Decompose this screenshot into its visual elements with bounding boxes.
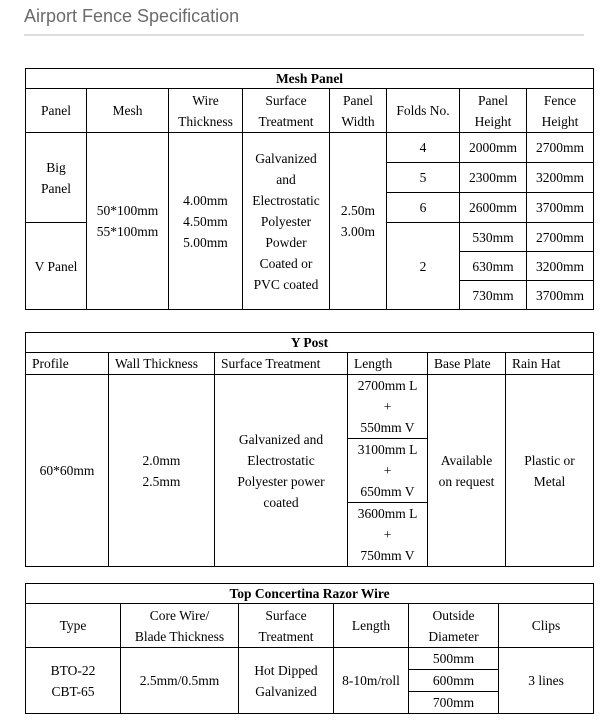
- header-clips: Clips: [499, 604, 594, 648]
- header-folds-no: Folds No.: [387, 89, 460, 133]
- fence-height-cell: 2700mm: [527, 223, 594, 252]
- fence-height-cell: 2700mm: [527, 133, 594, 163]
- header-surface-treatment: Surface Treatment: [215, 353, 348, 375]
- panel-width-cell: 2.50m 3.00m: [330, 133, 387, 310]
- mesh-panel-table: [25, 68, 594, 310]
- header-surface-treatment: Surface Treatment: [239, 604, 334, 648]
- header-surface-treatment: Surface Treatment: [243, 89, 330, 133]
- panel-height-cell: 530mm: [460, 223, 527, 252]
- length-cell: 3600mm L + 750mm V: [348, 503, 428, 567]
- big-panel-label: Big Panel: [26, 133, 87, 223]
- panel-height-cell: 2000mm: [460, 133, 527, 163]
- header-panel: Panel: [26, 89, 87, 133]
- type-cell: BTO-22 CBT-65: [26, 648, 121, 714]
- header-mesh: Mesh: [87, 89, 169, 133]
- folds-cell: 6: [387, 193, 460, 223]
- mesh-panel-title: Mesh Panel: [26, 69, 594, 89]
- header-base-plate: Base Plate: [428, 353, 506, 375]
- header-wall-thickness: Wall Thickness: [109, 353, 215, 375]
- length-cell: 2700mm L + 550mm V: [348, 375, 428, 439]
- diameter-cell: 600mm: [409, 670, 499, 692]
- base-plate-cell: Available on request: [428, 375, 506, 567]
- folds-cell: 5: [387, 163, 460, 193]
- header-length: Length: [348, 353, 428, 375]
- panel-height-cell: 2300mm: [460, 163, 527, 193]
- surface-treatment-cell: Hot Dipped Galvanized: [239, 648, 334, 714]
- v-panel-label: V Panel: [26, 223, 87, 310]
- mesh-size-cell: 50*100mm 55*100mm: [87, 133, 169, 310]
- panel-height-cell: 630mm: [460, 252, 527, 281]
- panel-height-cell: 2600mm: [460, 193, 527, 223]
- panel-height-cell: 730mm: [460, 281, 527, 310]
- title-divider: [24, 34, 584, 36]
- diameter-cell: 500mm: [409, 648, 499, 670]
- header-type: Type: [26, 604, 121, 648]
- length-cell: 8-10m/roll: [334, 648, 409, 714]
- header-rain-hat: Rain Hat: [506, 353, 594, 375]
- header-length: Length: [334, 604, 409, 648]
- clips-cell: 3 lines: [499, 648, 594, 714]
- header-wire-thickness: Wire Thickness: [169, 89, 243, 133]
- header-core-wire: Core Wire/ Blade Thickness: [121, 604, 239, 648]
- page-title: Airport Fence Specification: [24, 6, 240, 26]
- surface-treatment-cell: Galvanized and Electrostatic Polyester power coated: [215, 375, 348, 567]
- fence-height-cell: 3200mm: [527, 252, 594, 281]
- y-post-table: [25, 332, 594, 567]
- diameter-cell: 700mm: [409, 692, 499, 714]
- razor-wire-table: [25, 583, 594, 714]
- header-profile: Profile: [26, 353, 109, 375]
- core-wire-cell: 2.5mm/0.5mm: [121, 648, 239, 714]
- fence-height-cell: 3200mm: [527, 163, 594, 193]
- rain-hat-cell: Plastic or Metal: [506, 375, 594, 567]
- header-panel-width: Panel Width: [330, 89, 387, 133]
- y-post-title: Y Post: [26, 333, 594, 353]
- length-cell: 3100mm L + 650mm V: [348, 439, 428, 503]
- header-panel-height: Panel Height: [460, 89, 527, 133]
- fence-height-cell: 3700mm: [527, 281, 594, 310]
- wire-thickness-cell: 4.00mm 4.50mm 5.00mm: [169, 133, 243, 310]
- surface-treatment-cell: Galvanized and Electrostatic Polyester Powder Coated or PVC coated: [243, 133, 330, 310]
- profile-cell: 60*60mm: [26, 375, 109, 567]
- folds-cell: 4: [387, 133, 460, 163]
- fence-height-cell: 3700mm: [527, 193, 594, 223]
- razor-wire-title: Top Concertina Razor Wire: [26, 584, 594, 604]
- folds-cell: 2: [387, 223, 460, 310]
- header-fence-height: Fence Height: [527, 89, 594, 133]
- header-outside-diameter: Outside Diameter: [409, 604, 499, 648]
- wall-thickness-cell: 2.0mm 2.5mm: [109, 375, 215, 567]
